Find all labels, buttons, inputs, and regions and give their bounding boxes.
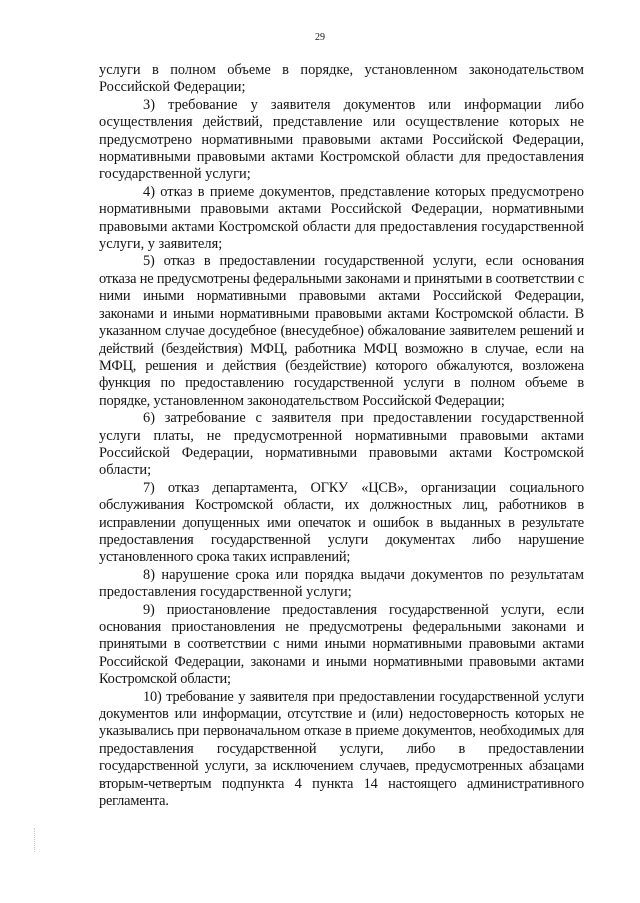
page-number: 29 — [315, 32, 325, 43]
paragraph-item-8: 8) нарушение срока или порядка выдачи документов по результатам предоставления государственной услуги; — [99, 566, 584, 601]
scan-margin-mark — [34, 828, 36, 852]
paragraph-item-4: 4) отказ в приеме документов, представление которых предусмотрено нормативными правовыми актами Российской Федерации, нормативными правовыми актами Костромской области для предоставления государственной услуги, у заявителя; — [99, 183, 584, 253]
paragraph-item-5: 5) отказ в предоставлении государственной услуги, если основания отказа не предусмотрены федеральными законами и принятыми в соответствии с ними иными нормативными правовыми актами Российской Федерации, законами и иными нормативными правовыми актами Костромской области. В указанном случае досудебное (внесудебное) обжалование заявителем решений и действий (бездействия) МФЦ, работника МФЦ возможно в случае, если на МФЦ, решения и действия (бездействие) которого обжалуются, возложена функция по предоставлению государственной услуги в полном объеме в порядке, установленном законодательством Российской Федерации; — [99, 253, 584, 409]
paragraph-item-7: 7) отказ департамента, ОГКУ «ЦСВ», организации социального обслуживания Костромской области, их должностных лиц, работников в исправлении допущенных ими опечаток и ошибок в выданных в результате предоставления государственной услуги документах либо нарушение установленного срока таких исправлений; — [99, 479, 584, 566]
paragraph-item-3: 3) требование у заявителя документов или информации либо осуществления действий, представление или осуществление которых не предусмотрено нормативными правовыми актами Российской Федерации, нормативными правовыми актами Костромской области для предоставления государственной услуги; — [99, 96, 584, 183]
paragraph-item-10: 10) требование у заявителя при предоставлении государственной услуги документов или информации, отсутствие и (или) недостоверность которых не указывались при первоначальном отказе в приеме документов, необходимых для предоставления государственной услуги, либо в предоставлении государственной услуги, за исключением случаев, предусмотренных абзацами вторым-четвертым подпункта 4 пункта 14 настоящего административного регламента. — [99, 688, 584, 810]
paragraph-item-6: 6) затребование с заявителя при предоставлении государственной услуги платы, не предусмотренной нормативными правовыми актами Российской Федерации, нормативными правовыми актами Костромской области; — [99, 410, 584, 479]
document-body — [99, 62, 584, 810]
paragraph-continuation: услуги в полном объеме в порядке, установленном законодательством Российской Федерации; — [99, 62, 584, 96]
paragraph-item-9: 9) приостановление предоставления государственной услуги, если основания приостановления не предусмотрены федеральными законами и принятыми в соответствии с ними иными нормативными правовыми актами Российской Федерации, законами и иными нормативными правовыми актами Костромской области; — [99, 601, 584, 688]
